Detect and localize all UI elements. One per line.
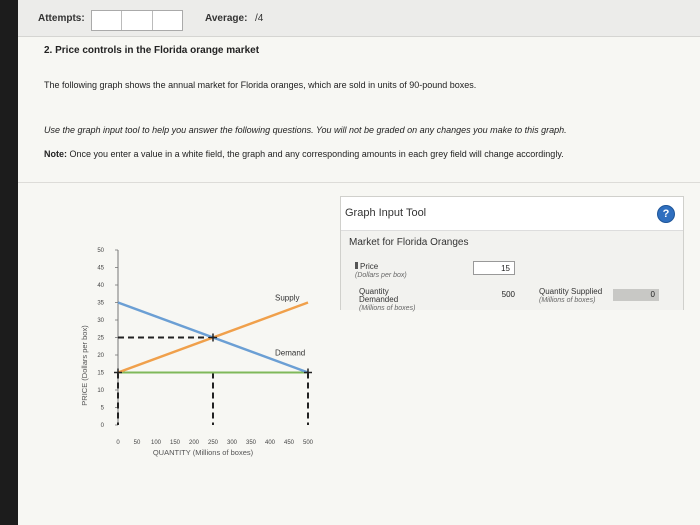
note-text: Once you enter a value in a white field, the graph and any corresponding amounts in each grey field will change accordingly. (69, 149, 564, 159)
x-tick-label: 450 (283, 440, 295, 446)
x-tick-label: 50 (133, 440, 141, 446)
y-tick-label: 40 (97, 283, 104, 289)
x-tick-label: 200 (188, 440, 200, 446)
y-tick-label: 35 (97, 300, 104, 307)
price-handle-icon (355, 262, 358, 269)
question-title: 2. Price controls in the Florida orange market (44, 45, 260, 56)
note-label: Note: (44, 149, 67, 159)
x-axis-title: QUANTITY (Millions of boxes) (152, 448, 254, 457)
qd-field-label: Quantity Demanded (Millions of boxes) (359, 287, 416, 312)
y-tick-label: 45 (97, 265, 104, 272)
x-tick-label: 150 (169, 440, 181, 446)
y-tick-label: 50 (97, 248, 104, 254)
screen (18, 0, 700, 525)
help-icon[interactable]: ? (657, 205, 675, 223)
x-tick-label: 400 (264, 440, 276, 446)
price-field-label: Price (Dollars per box) (355, 262, 407, 279)
x-tick-label: 250 (207, 440, 219, 446)
tool-subtitle: Market for Florida Oranges (349, 237, 469, 248)
question-intro: The following graph shows the annual market for Florida oranges, which are sold in units of 90-pound boxes. (44, 80, 477, 90)
price-input[interactable]: 15 (473, 261, 515, 275)
instruction-text: Use the graph input tool to help you answer the following questions. You will not be graded on any changes you make to this graph. (44, 125, 567, 135)
demand-label: Demand (275, 348, 306, 358)
qs-value: 0 (613, 289, 659, 301)
divider (18, 182, 700, 183)
chart-svg[interactable] (58, 235, 348, 475)
price-unit: (Dollars per box) (355, 272, 407, 279)
y-tick-label: 30 (97, 318, 104, 324)
y-tick-label: 25 (97, 335, 104, 342)
x-tick-label: 0 (116, 440, 120, 446)
y-tick-label: 10 (97, 388, 104, 394)
qd-unit: (Millions of boxes) (359, 305, 416, 312)
x-tick-label: 300 (226, 440, 238, 446)
y-tick-label: 5 (100, 405, 104, 412)
average-label: Average: (205, 13, 248, 24)
qs-unit: (Millions of boxes) (539, 297, 596, 304)
x-tick-label: 350 (245, 440, 257, 446)
x-tick-label: 100 (150, 440, 162, 446)
y-tick-label: 15 (97, 370, 104, 377)
attempts-indicator (91, 10, 183, 31)
market-graph[interactable] (58, 235, 348, 475)
tool-title: Graph Input Tool (345, 207, 427, 219)
supply-label: Supply (275, 293, 300, 303)
y-tick-label: 0 (100, 423, 104, 429)
average-value: /4 (255, 13, 264, 24)
y-axis-title: PRICE (Dollars per box) (80, 325, 89, 406)
top-bar (18, 0, 700, 37)
x-tick-label: 500 (302, 440, 314, 446)
y-tick-label: 20 (97, 353, 104, 359)
graph-input-tool (340, 196, 684, 310)
qs-field-label: Quantity Supplied (Millions of boxes) (539, 287, 603, 304)
attempts-label: Attempts: (38, 13, 85, 24)
qd-value: 500 (501, 290, 515, 299)
